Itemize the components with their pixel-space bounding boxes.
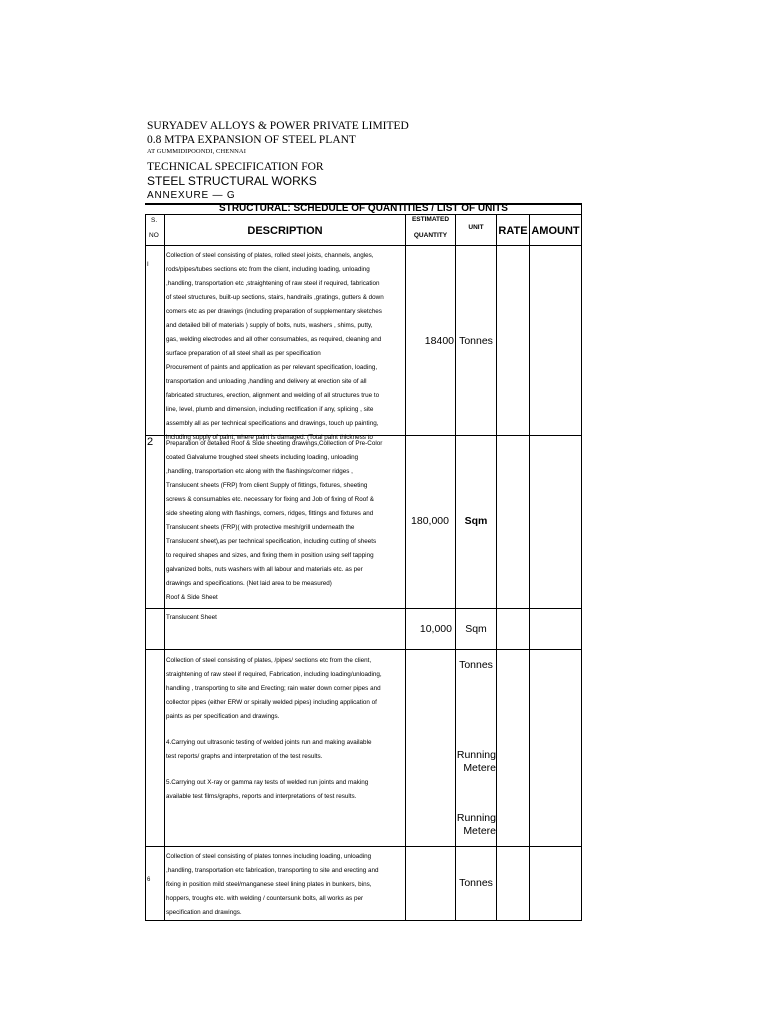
row2-desc-line: to required shapes and sizes, and fixing them in position using self tapping <box>166 552 374 559</box>
row4-desc-line: Collection of steel consisting of plates, /pipes/ sections etc from the client, <box>166 657 372 664</box>
row5-desc-line: Collection of steel consisting of plates tonnes including loading, unloading <box>166 853 372 860</box>
col-rate-divider <box>529 214 530 921</box>
project-title: 0.8 MTPA EXPANSION OF STEEL PLANT <box>147 134 356 146</box>
row4-unit-tonnes: Tonnes <box>459 659 493 671</box>
row1-description <box>166 249 403 441</box>
row4-desc-line: handling , transporting to site and Erecting; rain water down corner pipes and <box>166 685 381 692</box>
col-header-qty-line1: ESTIMATED <box>411 216 450 223</box>
company-name: SURYADEV ALLOYS & POWER PRIVATE LIMITED <box>147 120 409 132</box>
right-border <box>581 203 582 921</box>
row1-desc-line: line, level, plumb and dimension, including rectification if any, splicing , site <box>166 406 374 413</box>
row5-unit: Tonnes <box>459 877 493 889</box>
spec-title: TECHNICAL SPECIFICATION FOR <box>147 161 324 173</box>
row5-description <box>166 850 403 920</box>
row1-desc-line: including supply of paint, where paint is damaged. (Total paint thickness to <box>166 434 373 441</box>
row1-desc-line: Procurement of paints and application as per relevant specification, loading, <box>166 364 378 371</box>
row2-desc-line: drawings and specifications. (Net laid area to be measured) <box>166 580 332 587</box>
row4-desc-line: available test films/graphs, reports and interpretations of test results. <box>166 793 357 800</box>
col-header-sno-line2: NO <box>149 232 159 239</box>
row4-desc-line: collector pipes (either ERW or spirally welded pipes) including application of <box>166 699 377 706</box>
row3-desc-line: Translucent Sheet <box>166 614 217 621</box>
row4-unit-running-metere-ut: Running Metere <box>456 749 496 774</box>
row2-desc-line: side sheeting along with flashings, corners, ridges, fittings and fixtures and <box>166 510 374 517</box>
row4-desc-line: 5.Carrying out X-ray or gamma ray tests of welded run joints and making <box>166 779 369 786</box>
row2-desc-line: Preparation of detailed Roof & Side sheeting drawings,Collection of Pre-Color <box>166 440 383 447</box>
row2-desc-line: coated Galvalume troughed steel sheets including loading, unloading <box>166 454 359 461</box>
row4-description <box>166 654 403 844</box>
row3-description <box>166 611 403 641</box>
row2-desc-line: Translucent sheets (FRP) from client Supply of fittings, fixtures, sheeting <box>166 482 368 489</box>
row2-desc-line: galvanized bolts, nuts washers with all labour and materials etc. as per <box>166 566 363 573</box>
row2-unit: Sqm <box>464 515 488 527</box>
row4-bottom-rule <box>145 846 582 847</box>
row2-desc-line: ,handling, transportation etc along with the flashings/corner ridges , <box>166 468 353 475</box>
row4-unit-running-metere-xray: Running Metere <box>456 812 496 837</box>
row2-desc-line: Translucent sheet),as per technical specification, including cutting of sheets <box>166 538 377 545</box>
row5-sno: 6 <box>147 877 151 883</box>
row2-desc-line: screws & consumables etc. necessary for fixing and Job of fixing of Roof & <box>166 496 374 503</box>
header-bottom-rule <box>145 245 582 246</box>
row2-bottom-rule <box>145 608 582 609</box>
title-bottom-rule <box>145 214 582 215</box>
row1-desc-line: of steel structures, built-up sections, stairs, handrails ,gratings, gutters & down <box>166 294 384 301</box>
row1-unit: Tonnes <box>459 335 493 347</box>
row1-desc-line: and detailed bill of materials ) supply of bolts, nuts, washers , shims, putty, <box>166 322 373 329</box>
row2-desc-line: Translucent sheets (FRP)( with protective mesh/grill underneath the <box>166 524 355 531</box>
row1-quantity: 18400 <box>424 335 454 347</box>
left-border <box>145 214 146 921</box>
row2-quantity: 180,000 <box>411 515 449 527</box>
col-header-amount: AMOUNT <box>531 225 580 237</box>
row5-desc-line: specification and drawings. <box>166 909 242 916</box>
row1-desc-line: transportation and unloading ,handling and delivery at erection site of all <box>166 378 367 385</box>
col-sno-divider <box>164 214 165 921</box>
table-bottom-rule <box>145 920 582 921</box>
row3-bottom-rule <box>145 649 582 650</box>
row1-desc-line: rods/pipes/tubes sections etc from the client, including loading, unloading <box>166 266 370 273</box>
row4-desc-line: test reports/ graphs and interpretation of the test results. <box>166 753 323 760</box>
row1-desc-line: Collection of steel consisting of plates, rolled steel joists, channels, angles, <box>166 252 374 259</box>
col-header-unit: UNIT <box>468 224 484 231</box>
row3-quantity: 10,000 <box>419 623 452 635</box>
row5-desc-line: fixing in position mild steel/manganese steel lining plates in bunkers, bins, <box>166 881 372 888</box>
row2-sno: 2 <box>147 436 154 448</box>
row1-sno: I <box>147 262 149 268</box>
row1-desc-line: comers etc as per drawings (including preparation of supplementary sketches <box>166 308 382 315</box>
row5-desc-line: hoppers, troughs etc. with welding / countersunk bolts, all works as per <box>166 895 364 902</box>
row1-desc-line: surface preparation of all steel shall as per specification <box>166 350 321 357</box>
table-title: STRUCTURAL: SCHEDULE OF QUANTITIES / LIST OF UNITS <box>219 203 508 214</box>
row1-desc-line: assembly all as per technical specifications and drawings, touch up painting, <box>166 420 379 427</box>
row1-desc-line: ,handling, transportation etc ,straightening of raw steel if required, fabrication <box>166 280 380 287</box>
row4-desc-line: 4.Carrying out ultrasonic testing of welded joints run and making available <box>166 739 372 746</box>
row4-desc-line: straightening of raw steel if required, Fabrication, including loading/unloading, <box>166 671 382 678</box>
row5-desc-line: ,handling, transportation etc fabrication, transporting to site and erecting and <box>166 867 379 874</box>
spec-subject: STEEL STRUCTURAL WORKS <box>147 174 317 188</box>
col-header-description: DESCRIPTION <box>247 225 323 237</box>
row2-desc-line: Roof & Side Sheet <box>166 594 218 601</box>
row1-desc-line: gas, welding electrodes and all other consumables, as required, cleaning and <box>166 336 382 343</box>
annexure-label: ANNEXURE — G <box>147 190 236 201</box>
row3-unit: Sqm <box>465 623 487 635</box>
col-header-qty-line2: QUANTITY <box>413 232 448 239</box>
row1-desc-line: fabricated structures, erection, alignment and welding of all structures true to <box>166 392 380 399</box>
col-header-rate: RATE <box>498 225 528 237</box>
row2-description <box>166 437 403 607</box>
row4-desc-line: paints as per specification and drawings. <box>166 713 280 720</box>
project-location: AT GUMMIDIPOONDI, CHENNAI <box>147 148 246 155</box>
col-desc-divider <box>405 214 406 921</box>
col-header-sno-line1: S. <box>151 217 158 224</box>
col-unit-divider <box>496 214 497 921</box>
